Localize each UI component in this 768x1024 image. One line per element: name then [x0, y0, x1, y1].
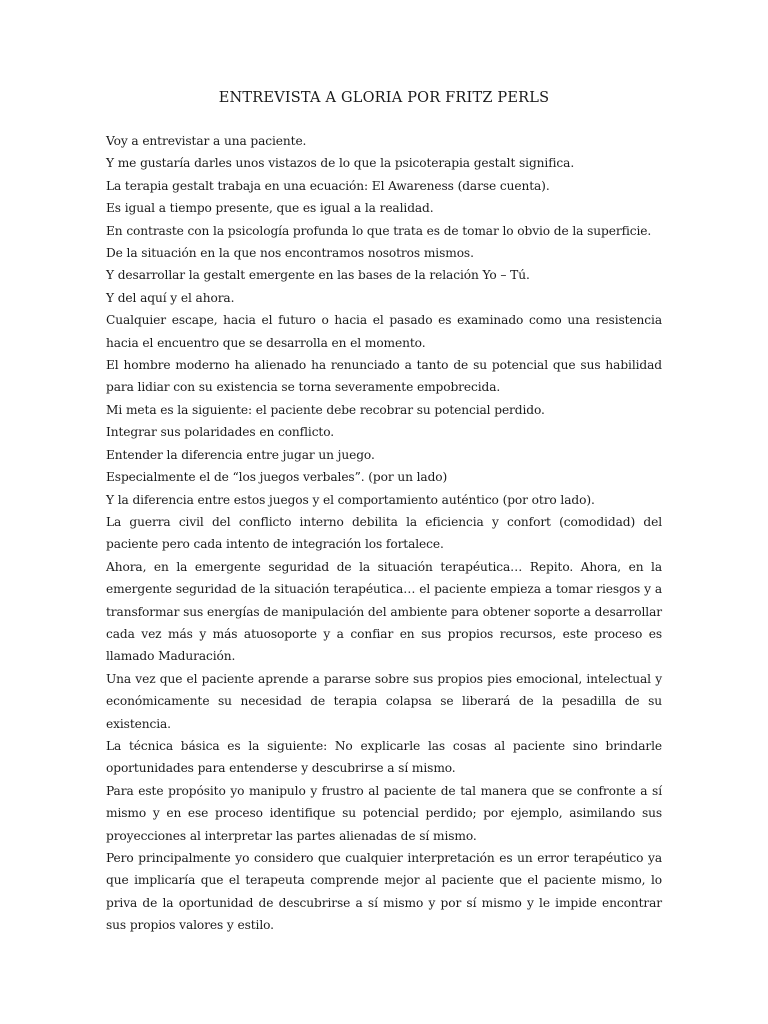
document-body — [106, 130, 662, 937]
paragraph: La terapia gestalt trabaja en una ecuación: El Awareness (darse cuenta). — [106, 178, 550, 193]
paragraph: De la situación en la que nos encontramos nosotros mismos. — [106, 246, 474, 261]
paragraph: Es igual a tiempo presente, que es igual a la realidad. — [106, 201, 434, 216]
paragraph: Voy a entrevistar a una paciente. — [106, 134, 307, 148]
paragraph: Para este propósito yo manipulo y frustro al paciente de tal manera que se confronte a sí mismo y en ese proceso identifique su potencial perdido; por ejemplo, asimilando sus proyecciones al interpretar las partes alienadas de sí mismo. — [106, 783, 662, 843]
paragraph: Cualquier escape, hacia el futuro o hacia el pasado es examinado como una resistencia hacia el encuentro que se desarrolla en el momento. — [106, 313, 662, 350]
paragraph: Y desarrollar la gestalt emergente en las bases de la relación Yo – Tú. — [106, 268, 530, 283]
paragraph: Ahora, en la emergente seguridad de la situación terapéutica… Repito. Ahora, en la emergente seguridad de la situación terapéutica… el paciente empieza a tomar riesgos y a transformar sus energías de manipulación del ambiente para obtener soporte a desarrollar cada vez más y más atuosoporte y a confiar en sus propios recursos, este proceso es llamado Maduración. — [106, 559, 662, 664]
paragraph: Integrar sus polaridades en conflicto. — [106, 425, 335, 440]
paragraph: Y la diferencia entre estos juegos y el comportamiento auténtico (por otro lado). — [106, 492, 595, 507]
paragraph: En contraste con la psicología profunda lo que trata es de tomar lo obvio de la superficie. — [106, 223, 652, 238]
paragraph: La técnica básica es la siguiente: No explicarle las cosas al paciente sino brindarle oportunidades para entenderse y descubrirse a sí mismo. — [106, 738, 662, 776]
paragraph: Y del aquí y el ahora. — [106, 290, 235, 305]
document-page — [106, 90, 662, 937]
paragraph: Mi meta es la siguiente: el paciente debe recobrar su potencial perdido. — [106, 402, 545, 417]
paragraph: El hombre moderno ha alienado ha renunciado a tanto de su potencial que sus habilidad para lidiar con su existencia se torna severamente empobrecida. — [106, 358, 662, 395]
paragraph: Una vez que el paciente aprende a pararse sobre sus propios pies emocional, intelectual y económicamente su necesidad de terapia colapsa se liberará de la pesadilla de su existencia. — [106, 671, 662, 731]
paragraph: Especialmente el de “los juegos verbales”. (por un lado) — [106, 470, 448, 485]
document-title: ENTREVISTA A GLORIA POR FRITZ PERLS — [218, 90, 550, 106]
paragraph: La guerra civil del conflicto interno debilita la eficiencia y confort (comodidad) del paciente pero cada intento de integración los fortalece. — [106, 514, 662, 552]
paragraph: Pero principalmente yo considero que cualquier interpretación es un error terapéutico ya que implicaría que el terapeuta comprende mejor al paciente que el paciente mismo, lo priva de la oportunidad de descubrirse a sí mismo y por sí mismo y le impide encontrar sus propios valores y estilo. — [106, 851, 662, 933]
paragraph: Y me gustaría darles unos vistazos de lo que la psicoterapia gestalt significa. — [106, 156, 575, 171]
paragraph: Entender la diferencia entre jugar un juego. — [106, 447, 375, 462]
